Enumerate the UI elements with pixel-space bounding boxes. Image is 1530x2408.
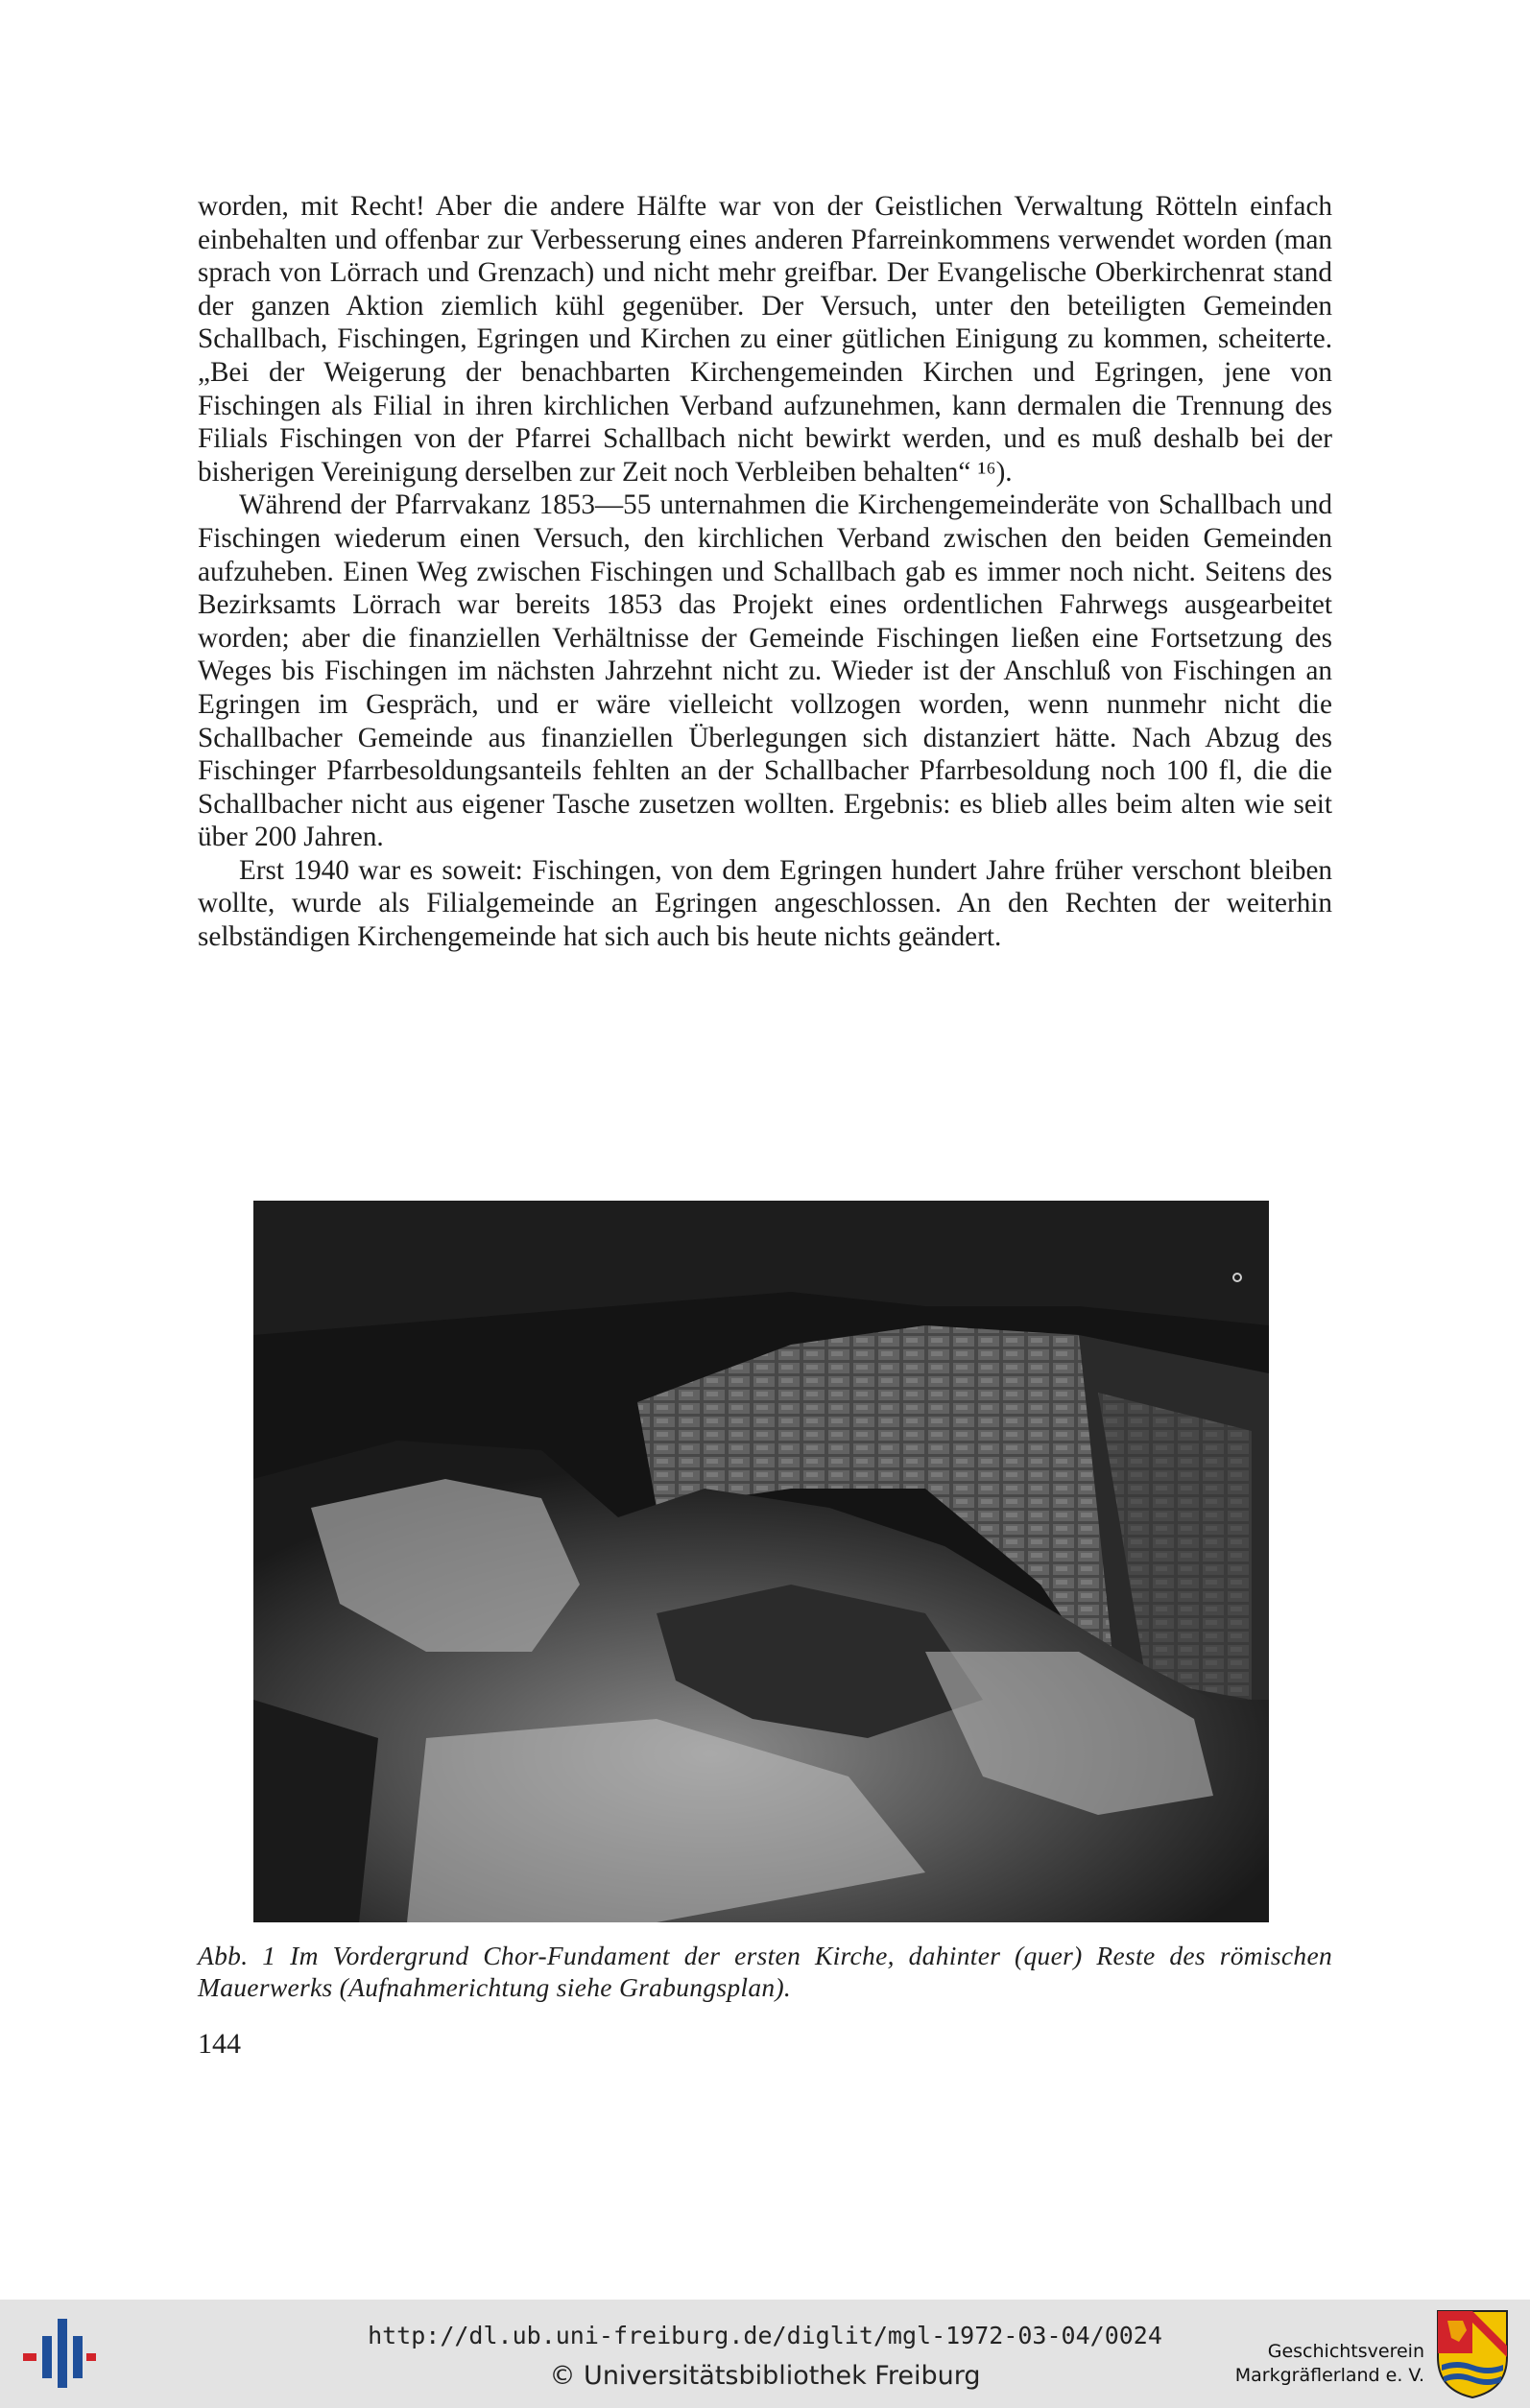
excavation-photo: [253, 1201, 1269, 1922]
body-text: [198, 190, 1332, 954]
excavation-photo-image: [253, 1201, 1269, 1922]
society-name-line1: Geschichtsverein: [1267, 2341, 1424, 2362]
footer-bar: [0, 2300, 1530, 2408]
paragraph-3: Erst 1940 war es soweit: Fischingen, von dem Egringen hundert Jahre früher verschont bleiben wollte, wurde als Filialgemeinde an Egringen angeschlossen. An den Rechten der weiterhin selbständigen Kirchengemeinde hat sich auch bis heute nichts geändert.: [198, 854, 1332, 953]
society-name-line2: Markgräflerland e. V.: [1234, 2365, 1424, 2386]
paragraph-1: worden, mit Recht! Aber die andere Hälfte war von der Geistlichen Verwaltung Rötteln einfach einbehalten und offenbar zur Verbesserung eines anderen Pfarreinkommens verwendet worden (man sprach von Lörrach und Grenzach) und nicht mehr greifbar. Der Evangelische Oberkirchenrat stand der ganzen Aktion ziemlich kühl gegenüber. Der Versuch, unter den beteiligten Gemeinden Schallbach, Fischingen, Egringen und Kirchen zu einer gütlichen Einigung zu kommen, scheiterte. „Bei der Weigerung der benachbarten Kirchengemeinden Kirchen und Egringen, jene von Fischingen als Filial in ihren kirchlichen Verband aufzunehmen, kann dermalen die Trennung des Filials Fischingen von der Pfarrei Schallbach nicht bewirkt werden, und es muß deshalb bei der bisherigen Vereinigung derselben zur Zeit noch Verbleiben behalten“ ¹⁶).: [198, 191, 1332, 488]
coat-of-arms-icon: [1434, 2307, 1511, 2399]
society-name: [1213, 2340, 1424, 2388]
page-number: 144: [198, 2028, 241, 2060]
copyright-notice: © Universitätsbibliothek Freiburg: [549, 2361, 981, 2391]
document-url[interactable]: http://dl.ub.uni-freiburg.de/diglit/mgl-1972-03-04/0024: [368, 2322, 1162, 2349]
paragraph-2: Während der Pfarrvakanz 1853—55 unternahmen die Kirchengemeinderäte von Schallbach und Fischingen wiederum einen Versuch, den kirchlichen Verband zwischen den beiden Gemeinden aufzuheben. Einen Weg zwischen Fischingen und Schallbach gab es immer noch nicht. Seitens des Bezirksamts Lörrach war bereits 1853 das Projekt eines ordentlichen Fahrwegs ausgearbeitet worden; aber die finanziellen Verhältnisse der Gemeinde Fischingen ließen eine Fortsetzung des Weges bis Fischingen im nächsten Jahrzehnt nicht zu. Wieder ist der Anschluß von Fischingen an Egringen im Gespräch, und er wäre vielleicht vollzogen worden, wenn nunmehr nicht die Schallbacher Gemeinde aus finanziellen Überlegungen sich distanziert hätte. Nach Abzug des Fischinger Pfarrbesoldungsanteils fehlten an der Schallbacher Pfarrbesoldung noch 100 fl, die die Schallbacher nicht aus eigener Tasche zusetzen wollten. Ergebnis: es blieb alles beim alten wie seit über 200 Jahren.: [198, 489, 1332, 853]
figure-caption: Abb. 1 Im Vordergrund Chor-Fundament der ersten Kirche, dahinter (quer) Reste des römischen Mauerwerks (Aufnahmerichtung siehe Grabungsplan).: [198, 1941, 1332, 2002]
